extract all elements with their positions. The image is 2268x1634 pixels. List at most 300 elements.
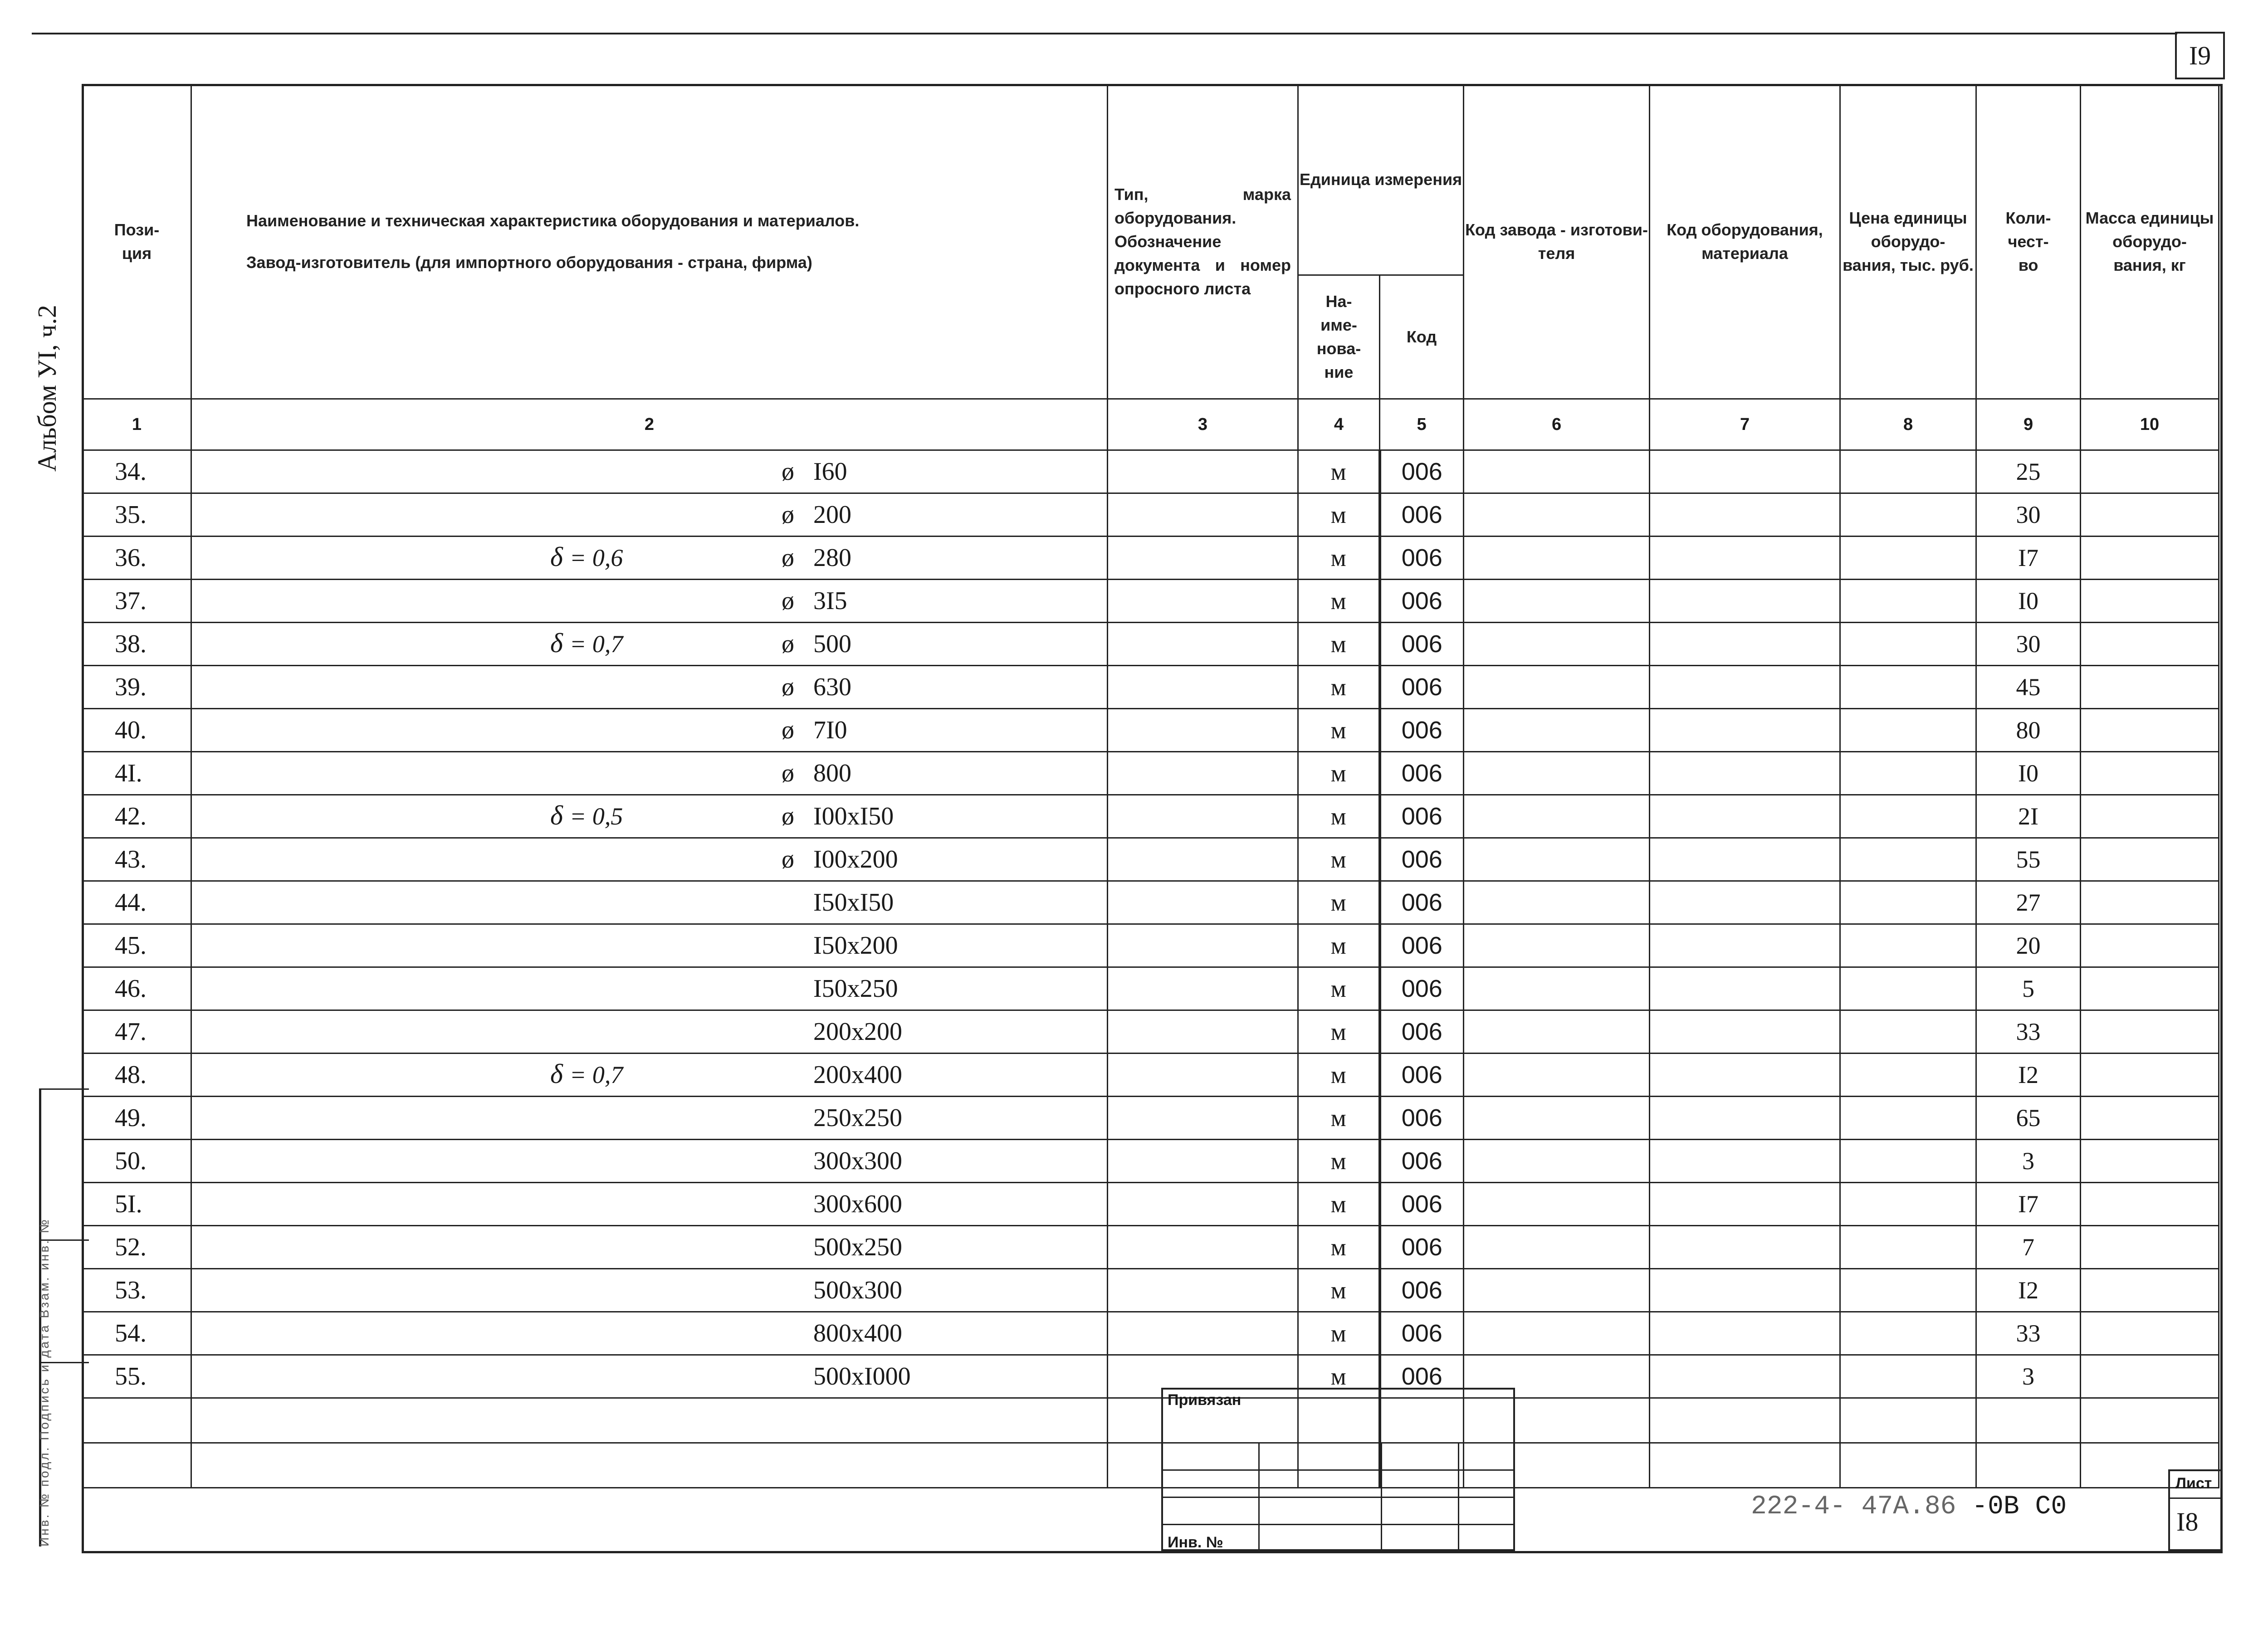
position-cell: 50. <box>83 1140 191 1183</box>
header-row <box>83 85 2219 275</box>
position-cell: 35. <box>83 493 191 537</box>
mass-cell <box>2081 666 2219 709</box>
unit-code-cell: 006 <box>1380 1312 1464 1355</box>
unit-code-cell: 006 <box>1380 881 1464 924</box>
price-cell <box>1840 1269 1976 1312</box>
size-value: I60 <box>813 458 847 486</box>
name-cell <box>191 666 1108 709</box>
size-value: I00xI50 <box>813 802 894 830</box>
sheet-box <box>2168 1469 2223 1551</box>
top-rule <box>32 33 2177 34</box>
unit-code-cell: 006 <box>1380 1140 1464 1183</box>
size-value: 500xI000 <box>813 1362 911 1390</box>
size-value: I50x250 <box>813 975 898 1003</box>
equipment-code-cell <box>1650 1355 1840 1398</box>
unit-cell: м <box>1298 1183 1380 1226</box>
size-value: I00x200 <box>813 845 898 873</box>
mass-cell <box>2081 838 2219 881</box>
position-cell: 4I. <box>83 752 191 795</box>
position-cell: 47. <box>83 1010 191 1054</box>
mass-cell <box>2081 1226 2219 1269</box>
type-cell <box>1108 450 1298 493</box>
header-unit-name: На- име- нова- ние <box>1298 275 1380 399</box>
quantity-cell: I0 <box>1976 752 2081 795</box>
unit-code-cell: 006 <box>1380 838 1464 881</box>
type-cell <box>1108 493 1298 537</box>
price-cell <box>1840 1312 1976 1355</box>
type-cell <box>1108 795 1298 838</box>
factory-code-cell <box>1464 623 1650 666</box>
equipment-code-cell <box>1650 1269 1840 1312</box>
header-factory-code: Код завода - изготови- теля <box>1464 85 1650 399</box>
unit-cell: м <box>1298 450 1380 493</box>
size-value: 280 <box>813 544 851 572</box>
unit-code-cell: 006 <box>1380 580 1464 623</box>
name-cell <box>191 450 1108 493</box>
price-cell <box>1840 795 1976 838</box>
factory-code-cell <box>1464 537 1650 580</box>
size-value: 300x600 <box>813 1190 902 1218</box>
quantity-cell: I2 <box>1976 1054 2081 1097</box>
equipment-code-cell <box>1650 1140 1840 1183</box>
type-cell <box>1108 924 1298 967</box>
quantity-cell: 45 <box>1976 666 2081 709</box>
quantity-cell: 27 <box>1976 881 2081 924</box>
type-cell <box>1108 1097 1298 1140</box>
name-cell <box>191 1140 1108 1183</box>
equipment-code-cell <box>1650 838 1840 881</box>
table-row <box>83 967 2219 1010</box>
unit-cell: м <box>1298 580 1380 623</box>
col-num: 9 <box>1976 399 2081 450</box>
equipment-code-cell <box>1650 709 1840 752</box>
spec-table <box>82 84 2219 1488</box>
mass-cell <box>2081 709 2219 752</box>
table-row <box>83 1355 2219 1398</box>
thickness: δ = 0,6 <box>550 542 623 572</box>
table-row <box>83 924 2219 967</box>
quantity-cell: 3 <box>1976 1355 2081 1398</box>
header-type: Тип, марка оборудования. Обозначение документа и номер опросного листа <box>1108 85 1298 399</box>
factory-code-cell <box>1464 1010 1650 1054</box>
price-cell <box>1840 1140 1976 1183</box>
quantity-cell: I0 <box>1976 580 2081 623</box>
price-cell <box>1840 881 1976 924</box>
size-value: 800 <box>813 759 851 787</box>
table-row <box>83 493 2219 537</box>
name-cell <box>191 1226 1108 1269</box>
table-row <box>83 1097 2219 1140</box>
unit-cell: м <box>1298 623 1380 666</box>
quantity-cell: 30 <box>1976 623 2081 666</box>
unit-cell: м <box>1298 709 1380 752</box>
type-cell <box>1108 623 1298 666</box>
quantity-cell: 33 <box>1976 1312 2081 1355</box>
mass-cell <box>2081 1010 2219 1054</box>
table-row <box>83 623 2219 666</box>
quantity-cell: 3 <box>1976 1140 2081 1183</box>
size-value: 250x250 <box>813 1104 902 1132</box>
table-row <box>83 666 2219 709</box>
position-cell: 54. <box>83 1312 191 1355</box>
price-cell <box>1840 1054 1976 1097</box>
quantity-cell: 20 <box>1976 924 2081 967</box>
unit-cell: м <box>1298 1054 1380 1097</box>
position-cell: 37. <box>83 580 191 623</box>
price-cell <box>1840 1355 1976 1398</box>
diameter-icon: ø <box>782 587 794 615</box>
position-cell: 42. <box>83 795 191 838</box>
name-cell <box>191 537 1108 580</box>
sheet-value: I8 <box>2176 1507 2199 1536</box>
position-cell: 46. <box>83 967 191 1010</box>
mass-cell <box>2081 1269 2219 1312</box>
mass-cell <box>2081 881 2219 924</box>
size-value: 500x300 <box>813 1276 902 1304</box>
position-cell: 5I. <box>83 1183 191 1226</box>
mass-cell <box>2081 493 2219 537</box>
position-cell: 34. <box>83 450 191 493</box>
size-value: 500x250 <box>813 1233 902 1261</box>
type-cell <box>1108 1140 1298 1183</box>
unit-code-cell: 006 <box>1380 795 1464 838</box>
name-cell <box>191 881 1108 924</box>
factory-code-cell <box>1464 1312 1650 1355</box>
table-row <box>83 752 2219 795</box>
inventory-label: Инв. № <box>1168 1534 1223 1551</box>
thickness-value: = 0,7 <box>569 1061 623 1088</box>
diameter-icon: ø <box>782 630 794 658</box>
header-quantity: Коли- чест- во <box>1976 85 2081 399</box>
table-row <box>83 881 2219 924</box>
document-number-suffix: -0В С0 <box>1956 1492 2067 1522</box>
price-cell <box>1840 967 1976 1010</box>
equipment-code-cell <box>1650 1226 1840 1269</box>
table-row <box>83 1226 2219 1269</box>
position-cell: 44. <box>83 881 191 924</box>
equipment-code-cell <box>1650 795 1840 838</box>
price-cell <box>1840 493 1976 537</box>
position-cell: 52. <box>83 1226 191 1269</box>
factory-code-cell <box>1464 666 1650 709</box>
factory-code-cell <box>1464 1140 1650 1183</box>
diameter-icon: ø <box>782 716 794 744</box>
quantity-cell: 25 <box>1976 450 2081 493</box>
table-row <box>83 709 2219 752</box>
unit-code-cell: 006 <box>1380 450 1464 493</box>
equipment-code-cell <box>1650 580 1840 623</box>
thickness: δ = 0,5 <box>550 800 623 830</box>
header-price: Цена единицы оборудо- вания, тыс. руб. <box>1840 85 1976 399</box>
name-cell <box>191 795 1108 838</box>
quantity-cell: 2I <box>1976 795 2081 838</box>
sheet-label: Лист <box>2175 1475 2212 1492</box>
unit-code-cell: 006 <box>1380 1010 1464 1054</box>
col-num: 3 <box>1108 399 1298 450</box>
unit-code-cell: 006 <box>1380 623 1464 666</box>
name-cell <box>191 1355 1108 1398</box>
table-row <box>83 1312 2219 1355</box>
document-number <box>1751 1492 2067 1522</box>
mass-cell <box>2081 580 2219 623</box>
equipment-code-cell <box>1650 450 1840 493</box>
header-name: Наименование и техническая характеристика оборудования и материалов. Завод-изготовитель (для импортного оборудования - страна, фирма) <box>191 85 1108 399</box>
price-cell <box>1840 924 1976 967</box>
equipment-code-cell <box>1650 1010 1840 1054</box>
unit-cell: м <box>1298 924 1380 967</box>
price-cell <box>1840 1183 1976 1226</box>
quantity-cell: 33 <box>1976 1010 2081 1054</box>
unit-code-cell: 006 <box>1380 1269 1464 1312</box>
equipment-code-cell <box>1650 1054 1840 1097</box>
factory-code-cell <box>1464 924 1650 967</box>
position-cell: 39. <box>83 666 191 709</box>
blank-row <box>83 1443 2219 1488</box>
type-cell <box>1108 1054 1298 1097</box>
quantity-cell: I7 <box>1976 1183 2081 1226</box>
name-cell <box>191 623 1108 666</box>
album-title: Альбом УI, ч.2 <box>32 305 62 472</box>
equipment-code-cell <box>1650 1183 1840 1226</box>
price-cell <box>1840 623 1976 666</box>
mass-cell <box>2081 1312 2219 1355</box>
mass-cell <box>2081 1097 2219 1140</box>
position-cell: 45. <box>83 924 191 967</box>
type-cell <box>1108 1312 1298 1355</box>
table-row <box>83 838 2219 881</box>
name-cell <box>191 1010 1108 1054</box>
quantity-cell: 80 <box>1976 709 2081 752</box>
name-cell <box>191 967 1108 1010</box>
col-num: 2 <box>191 399 1108 450</box>
price-cell <box>1840 1226 1976 1269</box>
table-row <box>83 1269 2219 1312</box>
type-cell <box>1108 709 1298 752</box>
name-cell <box>191 580 1108 623</box>
position-cell: 48. <box>83 1054 191 1097</box>
unit-cell: м <box>1298 493 1380 537</box>
mass-cell <box>2081 450 2219 493</box>
name-cell <box>191 1312 1108 1355</box>
unit-code-cell: 006 <box>1380 709 1464 752</box>
price-cell <box>1840 709 1976 752</box>
col-num: 7 <box>1650 399 1840 450</box>
unit-code-cell: 006 <box>1380 752 1464 795</box>
mass-cell <box>2081 623 2219 666</box>
unit-code-cell: 006 <box>1380 924 1464 967</box>
column-numbers-row <box>83 399 2219 450</box>
col-num: 1 <box>83 399 191 450</box>
unit-cell: м <box>1298 1226 1380 1269</box>
position-cell: 53. <box>83 1269 191 1312</box>
equipment-code-cell <box>1650 1312 1840 1355</box>
header-mass: Масса единицы оборудо- вания, кг <box>2081 85 2219 399</box>
factory-code-cell <box>1464 1183 1650 1226</box>
size-value: 3I5 <box>813 587 847 615</box>
table-row <box>83 1140 2219 1183</box>
col-num: 6 <box>1464 399 1650 450</box>
mass-cell <box>2081 1355 2219 1398</box>
thickness: δ = 0,7 <box>550 1059 623 1089</box>
type-cell <box>1108 580 1298 623</box>
type-cell <box>1108 752 1298 795</box>
table-row <box>83 537 2219 580</box>
type-cell <box>1108 967 1298 1010</box>
mass-cell <box>2081 752 2219 795</box>
position-cell: 43. <box>83 838 191 881</box>
unit-code-cell: 006 <box>1380 967 1464 1010</box>
equipment-code-cell <box>1650 924 1840 967</box>
mass-cell <box>2081 924 2219 967</box>
header-unit-code: Код <box>1380 275 1464 399</box>
unit-code-cell: 006 <box>1380 537 1464 580</box>
table-row <box>83 1183 2219 1226</box>
unit-code-cell: 006 <box>1380 1097 1464 1140</box>
sheet-number: I9 <box>2175 32 2225 79</box>
factory-code-cell <box>1464 493 1650 537</box>
equipment-code-cell <box>1650 493 1840 537</box>
position-cell: 49. <box>83 1097 191 1140</box>
equipment-code-cell <box>1650 666 1840 709</box>
quantity-cell: 55 <box>1976 838 2081 881</box>
unit-cell: м <box>1298 1269 1380 1312</box>
name-cell <box>191 1097 1108 1140</box>
thickness: δ = 0,7 <box>550 628 623 658</box>
size-value: 630 <box>813 673 851 701</box>
mass-cell <box>2081 795 2219 838</box>
unit-cell: м <box>1298 1010 1380 1054</box>
diameter-icon: ø <box>782 673 794 701</box>
factory-code-cell <box>1464 795 1650 838</box>
unit-cell: м <box>1298 1140 1380 1183</box>
factory-code-cell <box>1464 709 1650 752</box>
name-cell <box>191 752 1108 795</box>
type-cell <box>1108 1010 1298 1054</box>
side-stamp-text: Инв. № подл. Подпись и дата Взам. инв. № <box>37 1218 51 1546</box>
name-cell <box>191 709 1108 752</box>
mass-cell <box>2081 1140 2219 1183</box>
factory-code-cell <box>1464 881 1650 924</box>
type-cell <box>1108 1269 1298 1312</box>
unit-cell: м <box>1298 537 1380 580</box>
size-value: 300x300 <box>813 1147 902 1175</box>
name-cell <box>191 1269 1108 1312</box>
equipment-code-cell <box>1650 623 1840 666</box>
name-cell <box>191 493 1108 537</box>
factory-code-cell <box>1464 450 1650 493</box>
price-cell <box>1840 838 1976 881</box>
table-row <box>83 580 2219 623</box>
mass-cell <box>2081 967 2219 1010</box>
unit-code-cell: 006 <box>1380 1226 1464 1269</box>
quantity-cell: I7 <box>1976 537 2081 580</box>
price-cell <box>1840 752 1976 795</box>
header-position: Пози- ция <box>83 85 191 399</box>
quantity-cell: 65 <box>1976 1097 2081 1140</box>
type-cell <box>1108 881 1298 924</box>
price-cell <box>1840 580 1976 623</box>
factory-code-cell <box>1464 1054 1650 1097</box>
diameter-icon: ø <box>782 544 794 572</box>
binding-label: Привязан <box>1168 1391 1242 1409</box>
unit-cell: м <box>1298 881 1380 924</box>
factory-code-cell <box>1464 838 1650 881</box>
price-cell <box>1840 1097 1976 1140</box>
blank-row <box>83 1398 2219 1443</box>
equipment-code-cell <box>1650 881 1840 924</box>
diameter-icon: ø <box>782 458 794 486</box>
thickness-value: = 0,7 <box>569 630 623 658</box>
size-value: 500 <box>813 630 851 658</box>
unit-cell: м <box>1298 838 1380 881</box>
unit-code-cell: 006 <box>1380 493 1464 537</box>
factory-code-cell <box>1464 1097 1650 1140</box>
col-num: 10 <box>2081 399 2219 450</box>
unit-code-cell: 006 <box>1380 1183 1464 1226</box>
mass-cell <box>2081 1183 2219 1226</box>
col-num: 4 <box>1298 399 1380 450</box>
diameter-icon: ø <box>782 759 794 787</box>
binding-stamp <box>1161 1388 1515 1551</box>
position-cell: 38. <box>83 623 191 666</box>
price-cell <box>1840 1010 1976 1054</box>
header-unit: Единица измерения <box>1298 85 1464 275</box>
size-value: 200 <box>813 501 851 529</box>
unit-cell: м <box>1298 1312 1380 1355</box>
unit-code-cell: 006 <box>1380 1054 1464 1097</box>
rows-body <box>83 450 2219 1398</box>
size-value: I50xI50 <box>813 888 894 917</box>
mass-cell <box>2081 1054 2219 1097</box>
price-cell <box>1840 450 1976 493</box>
table-row <box>83 1054 2219 1097</box>
size-value: 200x200 <box>813 1018 902 1046</box>
quantity-cell: I2 <box>1976 1269 2081 1312</box>
size-value: I50x200 <box>813 932 898 960</box>
size-value: 7I0 <box>813 716 847 744</box>
equipment-code-cell <box>1650 752 1840 795</box>
factory-code-cell <box>1464 967 1650 1010</box>
unit-code-cell: 006 <box>1380 1355 1464 1398</box>
unit-cell: м <box>1298 1097 1380 1140</box>
type-cell <box>1108 666 1298 709</box>
type-cell <box>1108 1226 1298 1269</box>
price-cell <box>1840 666 1976 709</box>
header-equipment-code: Код оборудования, материала <box>1650 85 1840 399</box>
name-cell <box>191 1183 1108 1226</box>
diameter-icon: ø <box>782 802 794 830</box>
factory-code-cell <box>1464 752 1650 795</box>
position-cell: 40. <box>83 709 191 752</box>
thickness-value: = 0,5 <box>569 803 623 830</box>
document-number-main: 222-4- 47А.86 <box>1751 1492 1956 1522</box>
col-num: 5 <box>1380 399 1464 450</box>
quantity-cell: 5 <box>1976 967 2081 1010</box>
unit-cell: м <box>1298 1355 1380 1398</box>
quantity-cell: 7 <box>1976 1226 2081 1269</box>
mass-cell <box>2081 537 2219 580</box>
name-cell <box>191 1054 1108 1097</box>
unit-cell: м <box>1298 967 1380 1010</box>
name-cell <box>191 924 1108 967</box>
type-cell <box>1108 838 1298 881</box>
type-cell <box>1108 537 1298 580</box>
factory-code-cell <box>1464 1269 1650 1312</box>
type-cell <box>1108 1183 1298 1226</box>
quantity-cell: 30 <box>1976 493 2081 537</box>
factory-code-cell <box>1464 580 1650 623</box>
thickness-value: = 0,6 <box>569 544 623 571</box>
